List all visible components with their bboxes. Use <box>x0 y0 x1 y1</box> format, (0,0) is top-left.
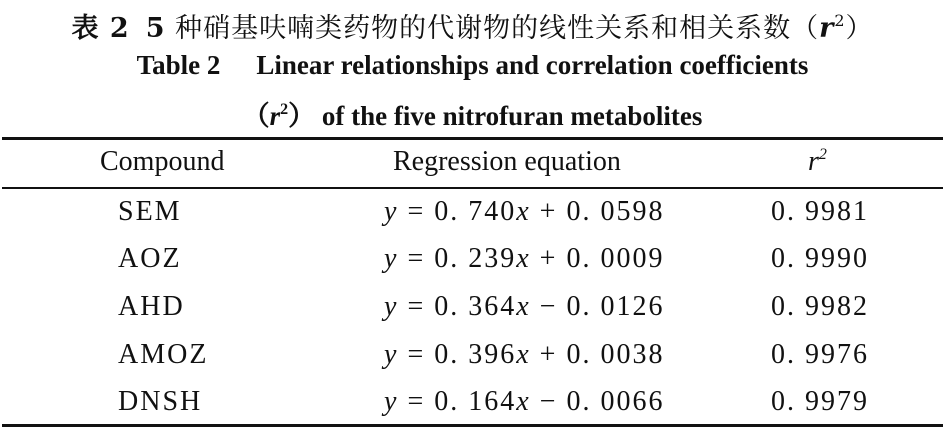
equation-intercept: 0. 0038 <box>566 339 665 370</box>
header-compound: Compound <box>100 146 225 177</box>
table-caption-english-line1 <box>0 50 945 81</box>
equation-slope: 0. 364 <box>434 291 517 322</box>
table-top-rule <box>2 137 943 140</box>
equation-slope: 0. 239 <box>434 243 517 274</box>
cell-equation: y = 0. 396x + 0. 0038 <box>384 339 665 370</box>
cell-equation: y = 0. 164x − 0. 0066 <box>384 386 665 417</box>
equation-sign: + <box>539 243 558 274</box>
cell-compound: SEM <box>118 196 182 227</box>
cell-compound: AOZ <box>118 243 182 274</box>
equation-sign: + <box>539 196 558 227</box>
caption-var-r-en: r <box>269 101 281 131</box>
cell-r-squared: 0. 9976 <box>771 339 869 370</box>
table-bottom-rule <box>2 424 943 427</box>
equation-intercept: 0. 0066 <box>566 386 665 417</box>
caption-close-cn: ） <box>845 13 874 44</box>
cell-equation: y = 0. 740x + 0. 0598 <box>384 196 665 227</box>
equation-sign: − <box>539 386 558 417</box>
caption-title-cn: 种硝基呋喃类药物的代谢物的线性关系和相关系数（ <box>175 13 820 44</box>
equation-slope: 0. 740 <box>434 196 517 227</box>
table-header-rule <box>2 187 943 189</box>
table-caption-chinese <box>0 6 945 45</box>
cell-r-squared: 0. 9979 <box>771 386 869 417</box>
equation-sign: − <box>539 291 558 322</box>
equation-intercept: 0. 0126 <box>566 291 665 322</box>
cell-equation: y = 0. 364x − 0. 0126 <box>384 291 665 322</box>
header-regression-equation: Regression equation <box>393 146 621 177</box>
cell-compound: AMOZ <box>118 339 209 370</box>
table-number-en: Table 2 <box>136 50 221 80</box>
cell-r-squared: 0. 9982 <box>771 291 869 322</box>
header-r-var: r <box>808 146 819 177</box>
equation-intercept: 0. 0598 <box>566 196 665 227</box>
caption-count: 5 <box>145 13 166 44</box>
equation-slope: 0. 396 <box>434 339 517 370</box>
equation-slope: 0. 164 <box>434 386 517 417</box>
table-caption-english-line2 <box>0 94 945 133</box>
cell-compound: DNSH <box>118 386 203 417</box>
caption-title-en-2: ） of the five nitrofuran metabolites <box>288 101 703 131</box>
equation-intercept: 0. 0009 <box>566 243 665 274</box>
cell-equation: y = 0. 239x + 0. 0009 <box>384 243 665 274</box>
cell-r-squared: 0. 9990 <box>771 243 869 274</box>
caption-open-en: （ <box>242 101 270 131</box>
caption-sup-en: 2 <box>280 101 289 118</box>
header-r-squared <box>808 146 827 178</box>
cell-r-squared: 0. 9981 <box>771 196 869 227</box>
header-r-sup: 2 <box>818 146 827 163</box>
cell-compound: AHD <box>118 291 185 322</box>
caption-var-r-cn: r <box>819 13 835 44</box>
caption-title-en-1: Linear relationships and correlation coefficients <box>256 50 809 80</box>
equation-sign: + <box>539 339 558 370</box>
caption-sup-cn: 2 <box>834 11 846 30</box>
table-number-cn: 表 2 <box>71 13 130 44</box>
